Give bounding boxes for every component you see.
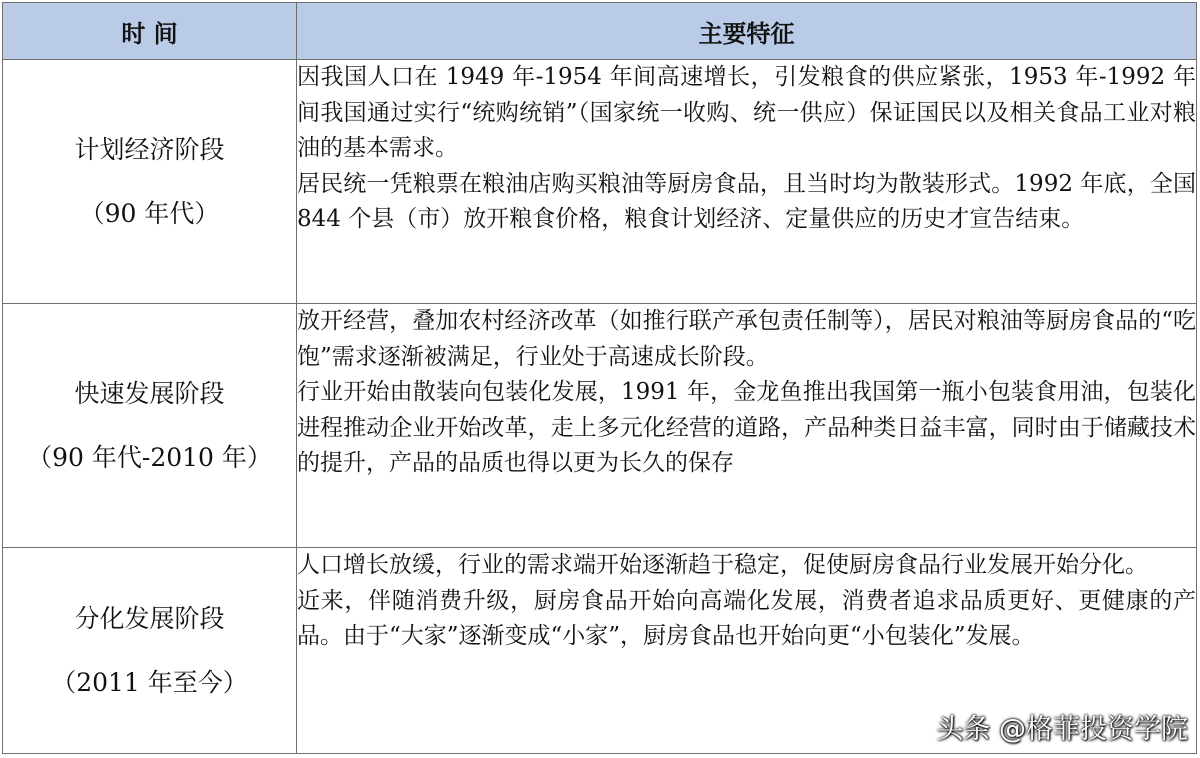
stage-table: [2, 2, 1197, 754]
period-cell: [3, 60, 297, 304]
period-range: （2011 年至今）: [51, 667, 248, 697]
period-cell: [3, 304, 297, 548]
period-range: （90 年代）: [79, 198, 220, 228]
period-name: 快速发展阶段: [74, 378, 225, 408]
period-cell: [3, 548, 297, 754]
table-row: [3, 60, 1197, 304]
header-time: 时 间: [3, 3, 297, 60]
feature-paragraph: 近来，伴随消费升级，厨房食品开始向高端化发展，消费者追求品质更好、更健康的产品。由于“大家”逐渐变成“小家”，厨房食品也开始向更“小包装化”发展。: [297, 587, 1196, 649]
feature-paragraph: 人口增长放缓，行业的需求端开始逐渐趋于稳定，促使厨房食品行业发展开始分化。: [297, 552, 1148, 578]
header-row: [3, 3, 1197, 60]
features-cell: [297, 304, 1197, 548]
period-name: 分化发展阶段: [74, 603, 225, 633]
table-row: [3, 304, 1197, 548]
features-cell: [297, 60, 1197, 304]
feature-paragraph: 居民统一凭粮票在粮油店购买粮油等厨房食品，且当时均为散装形式。1992 年底，全国 844 个县（市）放开粮食价格，粮食计划经济、定量供应的历史才宣告结束。: [297, 170, 1196, 232]
period-range: （90 年代-2010 年）: [27, 442, 272, 472]
watermark: 头条 @格菲投资学院: [936, 714, 1188, 745]
period-name: 计划经济阶段: [74, 134, 225, 164]
feature-paragraph: 行业开始由散装向包装化发展，1991 年，金龙鱼推出我国第一瓶小包装食用油，包装化进程推动企业开始改革，走上多元化经营的道路，产品种类日益丰富，同时由于储藏技术的提升，产品的品质也得以更为长久的保存: [297, 379, 1196, 476]
feature-paragraph: 因我国人口在 1949 年-1954 年间高速增长，引发粮食的供应紧张，1953 年-1992 年间我国通过实行“统购统销”（国家统一收购、统一供应）保证国民以及相关食品工业对粮油的基本需求。: [297, 64, 1196, 161]
header-features: 主要特征: [297, 3, 1197, 60]
feature-paragraph: 放开经营，叠加农村经济改革（如推行联产承包责任制等），居民对粮油等厨房食品的“吃饱”需求逐渐被满足，行业处于高速成长阶段。: [297, 308, 1196, 370]
